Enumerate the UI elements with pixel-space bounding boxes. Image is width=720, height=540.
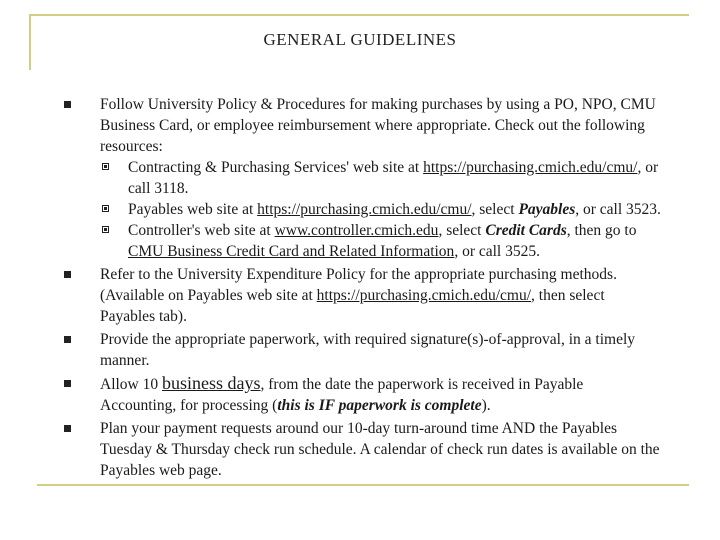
square-bullet-icon	[64, 271, 71, 278]
guidelines-list	[62, 94, 662, 481]
list-item	[62, 418, 662, 481]
item-text: ).	[481, 397, 491, 414]
square-bullet-icon	[64, 101, 71, 108]
cmu-credit-card-link[interactable]: CMU Business Credit Card and Related Information	[128, 243, 455, 260]
hollow-square-bullet-icon	[102, 205, 109, 212]
hollow-square-bullet-icon	[102, 163, 109, 170]
item-text: , from the date the paperwork is received in Payable Accounting, for processing (	[100, 376, 584, 414]
sub-item-text: , select	[471, 201, 519, 218]
hollow-square-bullet-icon	[102, 226, 109, 233]
sub-list-item	[100, 157, 662, 199]
sub-item-text: , or call 3523.	[575, 201, 661, 218]
sub-item-text: , or call 3118.	[128, 159, 659, 197]
item-text: Refer to the University Expenditure Policy for the appropriate purchasing methods. (Available on Payables web site at	[100, 266, 617, 304]
item-text: Provide the appropriate paperwork, with required signature(s)-of-approval, in a timely manner.	[100, 331, 635, 369]
square-bullet-icon	[64, 336, 71, 343]
emphasis-text: Credit Cards	[485, 222, 567, 239]
sub-list-item	[100, 199, 662, 220]
list-item	[62, 373, 662, 416]
sub-item-text: , then go to	[566, 222, 637, 239]
list-item	[62, 329, 662, 371]
emphasis-text: this is IF paperwork is complete	[277, 397, 482, 414]
controller-link[interactable]: www.controller.cmich.edu	[274, 222, 439, 239]
page-title: GENERAL GUIDELINES	[263, 30, 457, 49]
sub-item-text: , or call 3525.	[454, 243, 540, 260]
sub-item-text: , select	[438, 222, 486, 239]
sub-item-text: Payables web site at	[128, 201, 258, 218]
payables-link[interactable]: https://purchasing.cmich.edu/cmu/	[257, 201, 472, 218]
item-text: Plan your payment requests around our 10-day turn-around time AND the Payables Tuesday & Thursday check run schedule. A calendar of check run dates is available on the Payables web page.	[100, 420, 660, 479]
business-days-emphasis: business days	[162, 373, 261, 393]
item-text: Follow University Policy & Procedures for making purchases by using a PO, NPO, CMU Business Card, or employee reimbursement where appropriate. Check out the following resources:	[100, 96, 656, 155]
emphasis-text: Payables	[518, 201, 576, 218]
purchasing-link[interactable]: https://purchasing.cmich.edu/cmu/	[316, 287, 532, 304]
list-item	[62, 264, 662, 327]
frame-bottom-rule	[37, 484, 689, 486]
item-text: Allow 10	[100, 376, 162, 393]
sub-item-text: Controller's web site at	[128, 222, 275, 239]
square-bullet-icon	[64, 380, 71, 387]
purchasing-link[interactable]: https://purchasing.cmich.edu/cmu/	[423, 159, 638, 176]
sub-list-item	[100, 220, 662, 262]
list-item	[62, 94, 662, 262]
sub-item-text: Contracting & Purchasing Services' web site at	[128, 159, 424, 176]
item-text: , then select Payables tab).	[100, 287, 605, 325]
square-bullet-icon	[64, 425, 71, 432]
frame-top-rule	[29, 14, 689, 16]
